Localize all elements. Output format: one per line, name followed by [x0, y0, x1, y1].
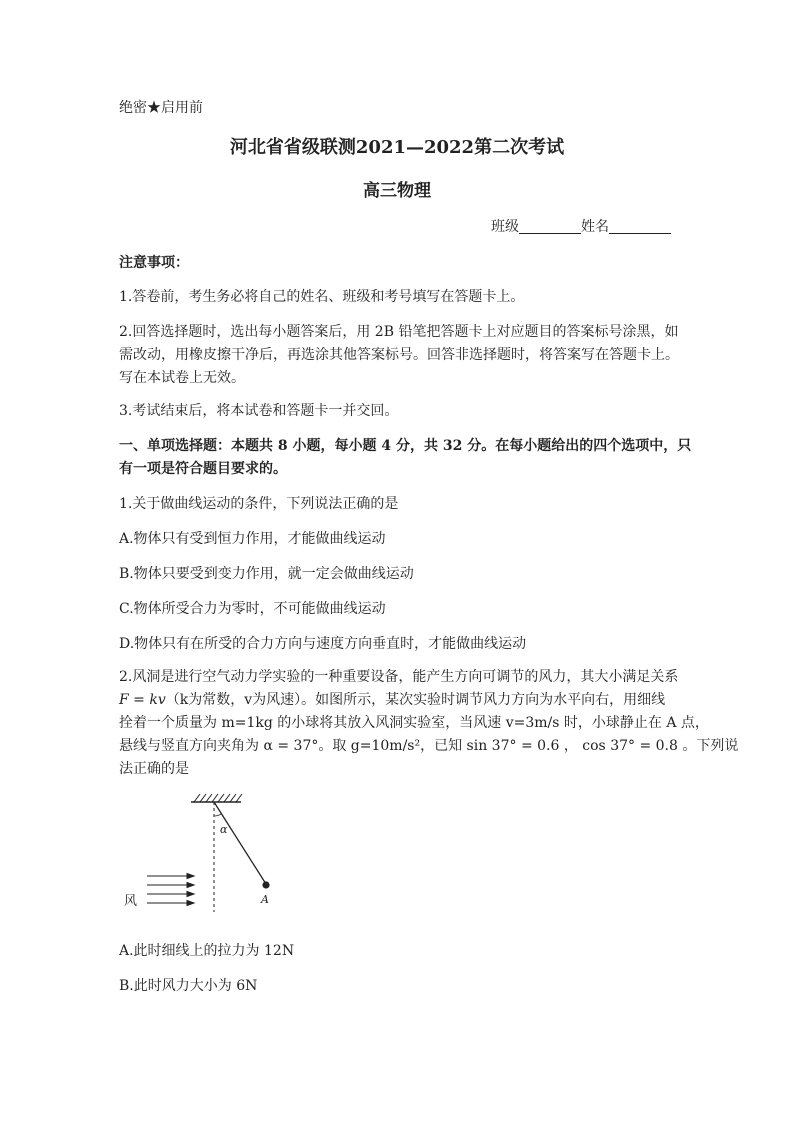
section-1-heading-line-2: 有一项是符合题目要求的。 [119, 461, 287, 477]
class-name-fields [491, 216, 671, 236]
point-a-label: A [261, 893, 269, 906]
q1-option-b: B.物体只要受到变力作用，就一定会做曲线运动 [119, 566, 414, 582]
q1-option-c: C.物体所受合力为零时，不可能做曲线运动 [119, 601, 386, 617]
angle-arc [214, 814, 222, 816]
q2-line-5: 法正确的是 [119, 761, 189, 777]
section-1-heading-line-1: 一、单项选择题：本题共 8 小题，每小题 4 分，共 32 分。在每小题给出的四个选项中，只 [119, 438, 692, 454]
q2-line-2-rest: （k为常数，v为风速）。如图所示，某次实验时调节风力方向为水平向右，用细线 [165, 692, 666, 708]
name-blank[interactable] [609, 219, 671, 234]
alpha-label: α [220, 823, 228, 836]
notice-heading: 注意事项： [119, 255, 189, 271]
q2-line-2 [119, 689, 665, 712]
ball-a [262, 881, 269, 888]
q2-line-4: 悬线与竖直方向夹角为 α = 37°。取 g=10m/s²，已知 sin 37° = 0.6 ， cos 37° = 0.8 。下列说 [119, 738, 739, 754]
pendulum-figure [115, 790, 295, 915]
class-label: 班级 [491, 219, 519, 235]
class-blank[interactable] [519, 219, 581, 234]
q2-option-b: B.此时风力大小为 6N [119, 978, 258, 994]
q2-line-3: 拴着一个质量为 m=1kg 的小球将其放入风洞实验室，当风速 v=3m/s 时，小球静止在 A 点， [119, 715, 709, 731]
notice-item-3: 3.考试结束后，将本试卷和答题卡一并交回。 [119, 403, 399, 419]
subject-title: 高三物理 [363, 181, 431, 201]
q2-option-a: A.此时细线上的拉力为 12N [119, 943, 295, 959]
ceiling-hatch [194, 794, 242, 802]
notice-item-1: 1.答卷前，考生务必将自己的姓名、班级和考号填写在答题卡上。 [119, 289, 525, 305]
exam-title: 河北省省级联测2021—2022第二次考试 [229, 137, 565, 158]
name-label: 姓名 [581, 219, 609, 235]
wind-label: 风 [124, 894, 138, 909]
wind-arrows [147, 874, 194, 906]
q1-option-a: A.物体只有受到恒力作用，才能做曲线运动 [119, 531, 386, 547]
notice-item-2-line-1: 2.回答选择题时，选出每小题答案后，用 2B 铅笔把答题卡上对应题目的答案标号涂黑，如 [119, 324, 679, 340]
q1-option-d: D.物体只有在所受的合力方向与速度方向垂直时，才能做曲线运动 [119, 636, 527, 652]
q2-line-1: 2.风洞是进行空气动力学实验的一种重要设备，能产生方向可调节的风力，其大小满足关系 [119, 669, 679, 685]
notice-item-2-line-3: 写在本试卷上无效。 [119, 370, 245, 386]
string-line [214, 802, 266, 884]
notice-item-2-line-2: 需改动，用橡皮擦干净后，再选涂其他答案标号。回答非选择题时，将答案写在答题卡上。 [119, 347, 679, 363]
q1-stem: 1.关于做曲线运动的条件，下列说法正确的是 [119, 496, 399, 512]
q2-formula: F = kv [119, 692, 166, 708]
secret-mark: 绝密★启用前 [119, 100, 203, 116]
